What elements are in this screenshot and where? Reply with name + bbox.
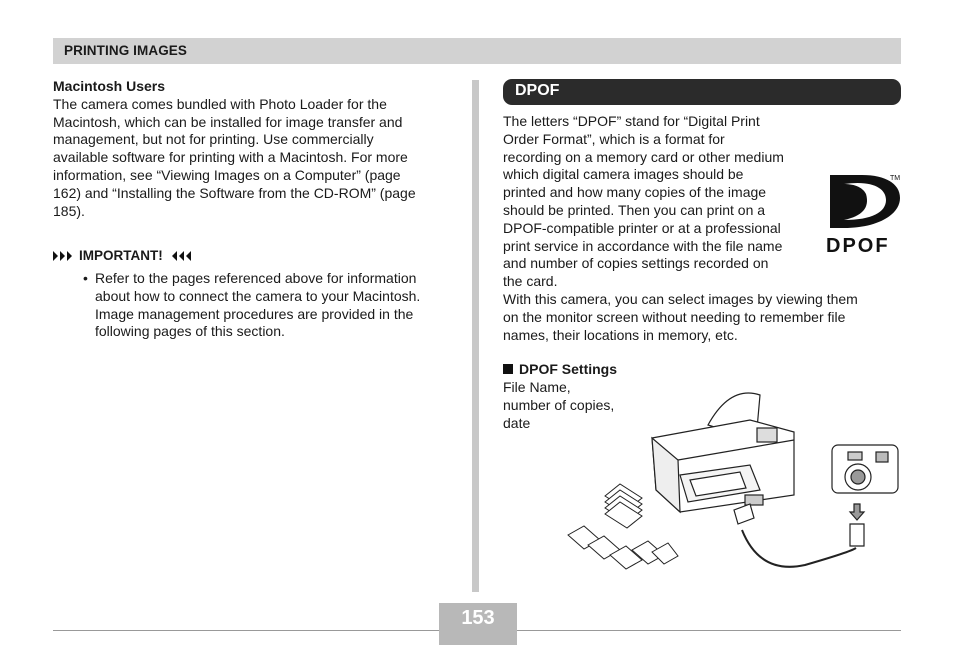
dpof-logo-text: DPOF bbox=[826, 235, 890, 255]
page-number: 153 bbox=[461, 607, 495, 629]
memory-card-icons bbox=[734, 504, 864, 546]
dpof-settings-label: DPOF Settings bbox=[519, 361, 618, 377]
printer-icon bbox=[652, 393, 794, 512]
dpof-section-title: DPOF bbox=[515, 82, 560, 99]
important-right-arrows-icon bbox=[169, 250, 191, 262]
dpof-settings-text: File Name, number of copies, date bbox=[503, 379, 615, 431]
bullet-text: Refer to the pages referenced above for information about how to connect the camera to your Macintosh. Image management procedures are provided in the following pages of this section. bbox=[95, 270, 421, 340]
dpof-settings-heading bbox=[503, 361, 617, 377]
macintosh-paragraph: The camera comes bundled with Photo Loader for the Macintosh, which can be installed for image transfer and management, but not for printing. Use commercially available software for printing with a Macintosh. For more information, see “Viewing Images on a Computer” (page 162) and “Installing the Software from the CD-ROM” (page 185). bbox=[53, 95, 416, 219]
column-divider bbox=[472, 80, 479, 592]
cable bbox=[742, 530, 856, 567]
bullet-mark: • bbox=[83, 270, 88, 286]
print-stack-icon bbox=[605, 484, 642, 528]
header-bar bbox=[53, 38, 901, 64]
macintosh-section bbox=[53, 78, 453, 220]
camera-icon bbox=[832, 445, 898, 493]
important-left-arrows-icon bbox=[53, 250, 75, 262]
important-label: IMPORTANT! bbox=[79, 248, 163, 263]
dpof-paragraph-2: With this camera, you can select images by viewing them on the monitor screen without needing to remember file names, their locations in memory, etc. bbox=[503, 291, 858, 343]
printed-photos-icons bbox=[568, 526, 678, 569]
important-note-heading bbox=[53, 248, 191, 263]
page-section-title: PRINTING IMAGES bbox=[64, 43, 188, 58]
printer-camera-illustration bbox=[560, 380, 905, 580]
dpof-section-bar bbox=[503, 79, 901, 105]
dpof-logo-tm: TM bbox=[890, 175, 901, 182]
important-bullet bbox=[83, 270, 453, 341]
square-bullet-icon bbox=[503, 364, 513, 374]
page-number-box bbox=[439, 603, 517, 645]
dpof-paragraph-1: The letters “DPOF” stand for “Digital Print Order Format”, which is a format for recording on a memory card or other medium which digital camera images should be printed and how many copies of the image should be printed. Then you can print on a DPOF-compatible printer or at a professional print service in accordance with the file name and number of copies settings recorded on the card. bbox=[503, 113, 784, 290]
macintosh-heading: Macintosh Users bbox=[53, 78, 166, 94]
dpof-logo bbox=[822, 170, 902, 255]
